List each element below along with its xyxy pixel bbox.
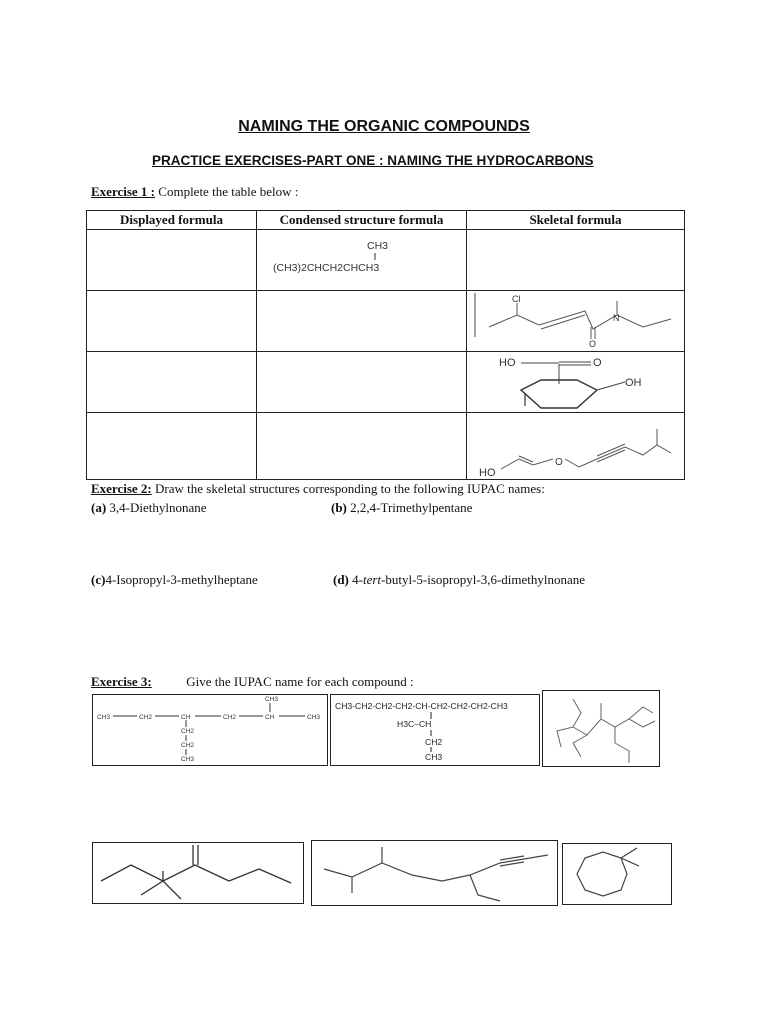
c1-main-atom: CH3 <box>97 714 111 721</box>
row4-skeletal-cell <box>467 413 685 480</box>
exercise1-label: Exercise 1 : <box>91 184 156 199</box>
exercise2-instruction: Draw the skeletal structures corresponding to the following IUPAC names: <box>155 481 545 496</box>
row3-skeletal-structure <box>467 352 685 412</box>
compound-box-5 <box>311 840 558 906</box>
exercise2-item-a <box>91 500 207 516</box>
item-a-text: 3,4-Diethylnonane <box>109 500 207 515</box>
c1-main-atom: CH3 <box>307 714 321 721</box>
c2-main-chain: CH3-CH2-CH2-CH2-CH-CH2-CH2-CH2-CH3 <box>335 701 508 711</box>
row1-condensed-cell <box>257 230 467 291</box>
item-d-text-italic: tert <box>362 572 382 587</box>
row1-skeletal-cell[interactable] <box>467 230 685 291</box>
compound-4-skeletal <box>93 843 303 903</box>
skeletal-o-label: O <box>593 357 602 369</box>
exercise2-item-c <box>91 572 258 588</box>
c2-chain-atom: CH2 <box>425 737 443 747</box>
skeletal-o-label: O <box>589 339 597 349</box>
skeletal-oh-label: OH <box>625 377 642 389</box>
row3-skeletal-cell <box>467 352 685 413</box>
row3-displayed-cell[interactable] <box>87 352 257 413</box>
header-condensed-formula: Condensed structure formula <box>257 211 467 230</box>
row1-displayed-cell[interactable] <box>87 230 257 291</box>
row3-condensed-cell[interactable] <box>257 352 467 413</box>
skeletal-cl-label: Cl <box>512 294 521 304</box>
item-c-text: 4-Isopropyl-3-methylheptane <box>105 572 258 587</box>
c1-top-atom: CH3 <box>265 696 279 703</box>
c1-main-atom: CH2 <box>139 714 153 721</box>
row4-skeletal-structure <box>467 413 685 479</box>
skeletal-ho-label: HO <box>499 357 516 369</box>
table-row <box>87 352 685 413</box>
exercise2-item-b <box>331 500 472 516</box>
c2-chain-atom: CH3 <box>425 752 443 762</box>
table-row <box>87 413 685 480</box>
compound-box-1 <box>92 694 328 766</box>
exercise2-heading <box>91 481 545 497</box>
compound-5-skeletal <box>312 841 557 905</box>
page-title: NAMING THE ORGANIC COMPOUNDS <box>238 118 530 135</box>
skeletal-ether-o-label: O <box>555 457 563 468</box>
compound-1-structure <box>93 695 327 765</box>
exercise3-heading <box>91 674 414 690</box>
exercise1-heading <box>91 184 298 200</box>
compound-6-skeletal <box>563 844 671 904</box>
row2-condensed-cell[interactable] <box>257 291 467 352</box>
item-d-label: (d) <box>333 572 349 587</box>
compound-box-4 <box>92 842 304 904</box>
row1-condensed-formula <box>257 230 467 290</box>
c1-branch-atom: CH2 <box>181 728 195 735</box>
skeletal-ho-label-2: HO <box>479 467 496 479</box>
c1-main-atom: CH <box>265 714 275 721</box>
c1-main-atom: CH <box>181 714 191 721</box>
table-header-row <box>87 211 685 230</box>
exercise2-item-d <box>333 572 585 588</box>
exercise1-table <box>86 210 685 480</box>
row4-displayed-cell[interactable] <box>87 413 257 480</box>
item-b-text: 2,2,4-Trimethylpentane <box>350 500 473 515</box>
item-a-label: (a) <box>91 500 107 515</box>
item-d-text-post: -butyl-5-isopropyl-3,6-dimethylnonane <box>381 572 586 587</box>
table-row <box>87 291 685 352</box>
item-c-label: (c) <box>91 572 106 587</box>
header-displayed-formula: Displayed formula <box>87 211 257 230</box>
row4-condensed-cell[interactable] <box>257 413 467 480</box>
compound-2-structure <box>331 695 539 765</box>
compound-3-skeletal <box>543 691 659 766</box>
exercise1-instruction: Complete the table below : <box>158 184 299 199</box>
item-d-text-pre: 4- <box>352 572 363 587</box>
table-row <box>87 230 685 291</box>
exercise2-label: Exercise 2: <box>91 481 152 496</box>
skeletal-n-label: N <box>613 313 620 323</box>
exercise3-label: Exercise 3: <box>91 674 152 689</box>
exercise3-instruction: Give the IUPAC name for each compound : <box>186 674 414 689</box>
item-b-label: (b) <box>331 500 347 515</box>
compound-box-3 <box>542 690 660 767</box>
row2-skeletal-cell <box>467 291 685 352</box>
row2-displayed-cell[interactable] <box>87 291 257 352</box>
c2-substituent: H3C–CH <box>397 719 432 729</box>
c1-branch-atom: CH2 <box>181 742 195 749</box>
header-skeletal-formula: Skeletal formula <box>467 211 685 230</box>
c1-main-atom: CH2 <box>223 714 237 721</box>
row2-skeletal-structure <box>467 291 685 351</box>
condensed-ch3-top: CH3 <box>367 240 389 252</box>
condensed-main-chain: (CH3)2CHCH2CHCH3 <box>273 262 380 274</box>
compound-box-2 <box>330 694 540 766</box>
compound-box-6 <box>562 843 672 905</box>
page-subtitle: PRACTICE EXERCISES-PART ONE : NAMING THE HYDROCARBONS <box>152 153 594 168</box>
c1-branch-atom: CH3 <box>181 756 195 763</box>
